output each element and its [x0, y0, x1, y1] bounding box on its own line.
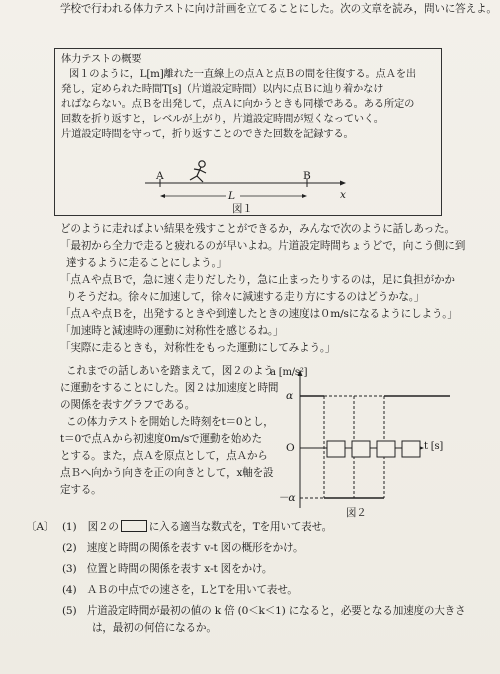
body-line: t＝0で点Ａから初速度0m/sで運動を始めた — [60, 433, 262, 445]
question-1-number: (1) — [62, 521, 77, 533]
body-line: の関係を表すグラフである。 — [60, 399, 196, 411]
fig2-y-axis-label: a [m/s²] — [270, 367, 308, 378]
dialogue-line: 達するように走ることにしよう。」 — [66, 257, 227, 269]
dialogue-line: りそうだね。徐々に加速して，徐々に減速する走り方にするのはどうかな。」 — [66, 291, 425, 303]
answer-blank-box — [352, 441, 370, 457]
dialogue-line: 「最初から全力で走ると疲れるのが早いよね。片道設定時間ちょうどで，向こう側に到 — [60, 240, 466, 252]
fig2-t-axis-label: t [s] — [424, 441, 444, 452]
answer-blank-box — [327, 441, 345, 457]
question-1-suffix: に入る適当な数式を，Tを用いて表せ。 — [148, 521, 333, 533]
runner-icon — [190, 161, 206, 182]
dialogue-line: 「点Ａや点Ｂで，急に速く走りだしたり，急に止まったりするのは，足に負担がかか — [60, 274, 455, 286]
intro-text: 学校で行われる体力テストに向け計画を立てることにした。次の文章を読み，問いに答えよ。 — [60, 3, 497, 15]
fig2-neg-alpha-label: －α — [278, 492, 296, 504]
dialogue-line: 「実際に走るときも，対称性をもった運動にしてみよう。」 — [60, 342, 336, 354]
fig2-alpha-label: α — [286, 390, 293, 402]
body-line: とする。また，点Ａを原点として，点Ａから — [60, 450, 268, 462]
body-line: これまでの話しあいを踏まえて，図２のよう — [66, 365, 274, 377]
inline-blank-box — [121, 520, 147, 532]
question-1 — [62, 520, 332, 534]
dialogue-line: 「点Ａや点Ｂを，出発するときや到達したときの速度は０m/sになるようにしよう。」 — [60, 308, 458, 320]
length-label: L — [228, 190, 235, 202]
question-5-line-1: (5) 片道設定時間が最初の値の k 倍 (0＜k＜1) になると，必要となる加速度の大きさ — [62, 605, 466, 617]
overview-line: ればならない。点Ｂを出発して，点Ａに向かうときも同様である。ある所定の — [61, 98, 415, 110]
dialogue-line: どのように走ればよい結果を残すことができるか，みんなで次のように話しあった。 — [60, 223, 455, 235]
body-line: 点Ｂへ向かう向きを正の向きとして，x軸を設 — [60, 467, 274, 479]
overview-line: 回数を折り返すと，レベルが上がり，片道設定時間が短くなっていく。 — [61, 113, 384, 125]
question-4: (4) ＡＢの中点での速さを，LとTを用いて表せ。 — [62, 584, 298, 596]
figure-2-caption: 図２ — [346, 507, 367, 519]
point-b-label: B — [303, 170, 311, 182]
x-axis-label: x — [340, 189, 346, 201]
point-a-label: A — [156, 170, 164, 182]
overview-title: 体力テストの概要 — [61, 53, 142, 65]
body-line: に運動をすることにした。図２は加速度と時間 — [60, 382, 279, 394]
body-line: この体力テストを開始した時刻をt＝0とし， — [66, 416, 274, 428]
overview-line: 図１のように，L[m]離れた一直線上の点Ａと点Ｂの間を往復する。点Ａを出 — [69, 68, 416, 80]
figure-1-caption: 図１ — [232, 203, 253, 215]
question-1-prefix: 図２の — [87, 521, 119, 533]
fig2-origin-label: O — [286, 442, 295, 454]
body-line: 定する。 — [60, 484, 102, 496]
question-5-line-2: は，最初の何倍になるか。 — [92, 622, 217, 634]
question-3: (3) 位置と時間の関係を表す x‑t 図をかけ。 — [62, 563, 273, 575]
answer-blank-box — [402, 441, 420, 457]
section-a-label: 〔A〕 — [26, 521, 55, 533]
overview-line: 発し，定められた時間T[s]（片道設定時間）以内に点Ｂに辿り着かなけ — [61, 83, 384, 95]
dialogue-line: 「加速時と減速時の運動に対称性を感じるね。」 — [60, 325, 284, 337]
overview-line: 片道設定時間を守って，折り返すことのできた回数を記録する。 — [61, 128, 354, 140]
answer-blank-box — [377, 441, 395, 457]
question-2: (2) 速度と時間の関係を表す v‑t 図の概形をかけ。 — [62, 542, 304, 554]
